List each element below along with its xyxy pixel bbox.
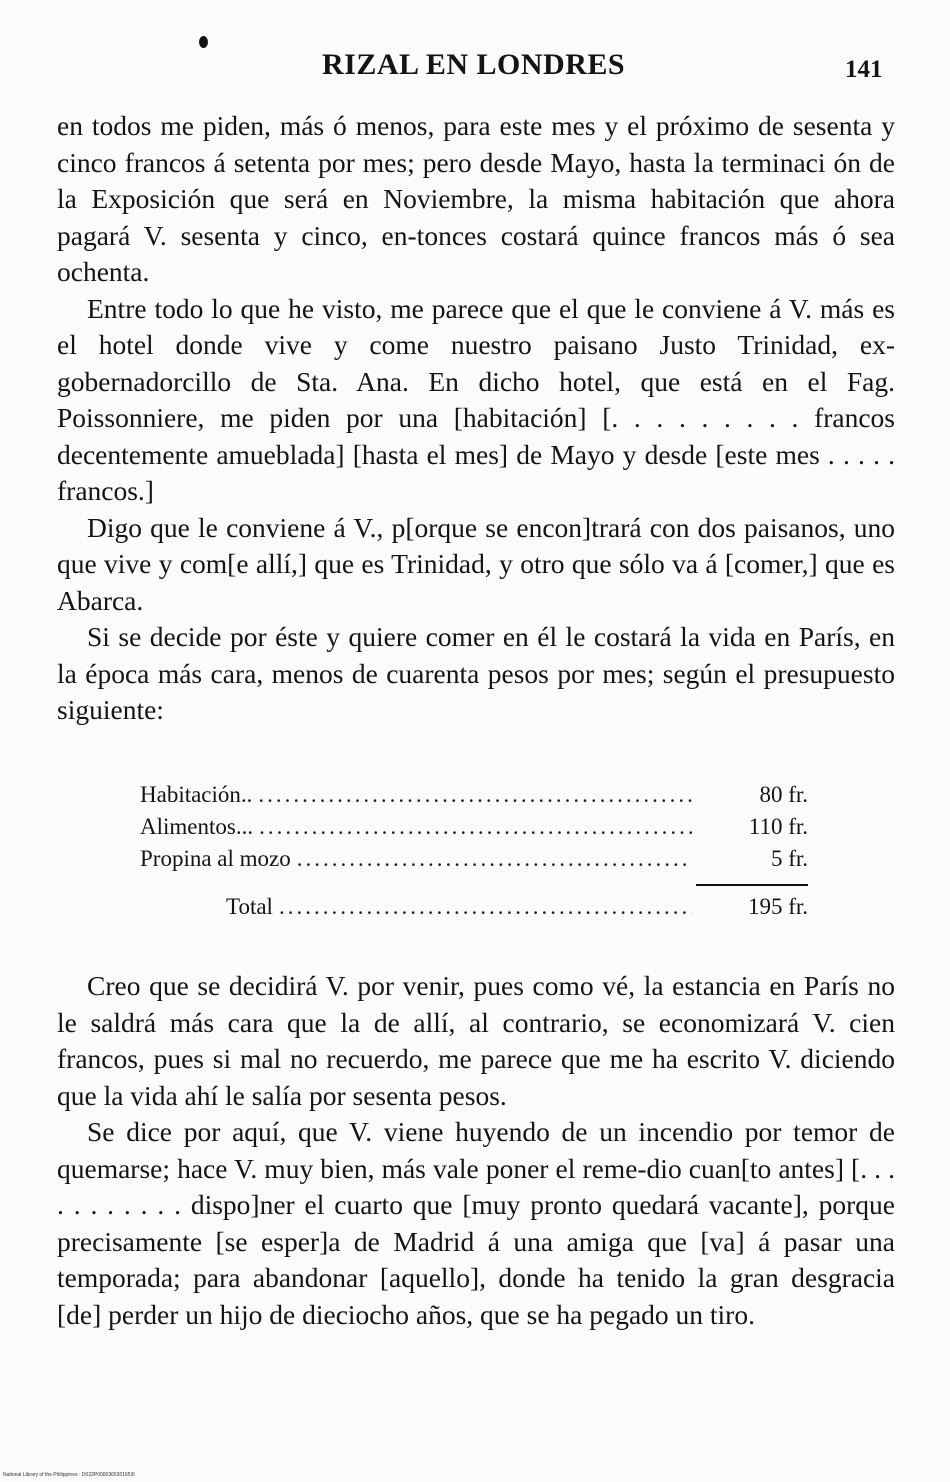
budget-total-row: [140, 894, 808, 926]
leader-dots: [279, 894, 692, 920]
leader-dots: [297, 846, 692, 872]
budget-total-label: Total: [226, 894, 273, 919]
paragraph-hotel: Entre todo lo que he visto, me parece que el que le conviene á V. más es el hotel donde vive y come nuestro paisano Justo Trinidad, ex-gobernadorcillo de Sta. Ana. En dicho hotel, que está en el Fag. Poissonniere, me piden por una [habitación] [. . . . . . . . . francos decentemente amueblada] [hasta el mes] de Mayo y desde [este mes . . . . . francos.]: [57, 292, 895, 506]
budget-amount: 80 fr.: [759, 782, 808, 807]
budget-amount: 5 fr.: [770, 846, 808, 871]
paragraph-economia: Creo que se decidirá V. por venir, pues como vé, la estancia en París no le saldrá más cara que la de allí, al contrario, se economizará V. cien francos, pues si mal no recuerdo, me parece que me ha escrito V. diciendo que la vida ahí le salía por sesenta pesos.: [57, 970, 895, 1111]
paragraph-presupuesto: Si se decide por éste y quiere comer en él le costará la vida en París, en la época más cara, menos de cuarenta pesos por mes; según el presupuesto siguiente:: [57, 621, 895, 725]
budget-label: Propina al mozo: [140, 846, 291, 871]
text-block-after-budget: [57, 968, 895, 1333]
text-block-before-budget: [57, 108, 895, 729]
ink-dot-mark: [199, 36, 208, 48]
leader-dots: [258, 782, 692, 808]
paragraph-continuation: en todos me piden, más ó menos, para este mes y el próximo de sesenta y cinco francos á setenta por mes; pero desde Mayo, hasta la terminaci ón de la Exposición que será en Noviembre, la misma habitación que ahora pagará V. sesenta y cinco, en-tonces costará quince francos más ó sea ochenta.: [57, 110, 895, 287]
sum-rule-row: [140, 878, 808, 894]
budget-label: Alimentos...: [140, 814, 254, 839]
budget-amount: 110 fr.: [748, 814, 808, 839]
budget-row: [140, 814, 808, 846]
budget-row: [140, 846, 808, 878]
sum-rule: [696, 884, 808, 886]
leader-dots: [259, 814, 692, 840]
budget-row: [140, 782, 808, 814]
budget-label: Habitación..: [140, 782, 253, 807]
running-head: RIZAL EN LONDRES: [322, 48, 626, 81]
budget-total-amount: 195 fr.: [747, 894, 808, 919]
scan-footer-note: National Library of the Philippines · D022P0000365301653I: [3, 1472, 135, 1478]
budget-table: [140, 782, 808, 926]
page-number: 141: [845, 56, 883, 83]
paragraph-incendio: Se dice por aquí, que V. viene huyendo de un incendio por temor de quemarse; hace V. muy bien, más vale poner el reme-dio cuan[to antes] [. . . . . . . . . . . dispo]ner el cuarto que [muy pronto quedará vacante], porque precisamente [se esper]a de Madrid á una amiga que [va] á pasar una temporada; para abandonar [aquello], donde ha tenido la gran desgracia [de] perder un hijo de dieciocho años, que se ha pegado un tiro.: [57, 1116, 895, 1330]
paragraph-paisanos: Digo que le conviene á V., p[orque se encon]trará con dos paisanos, uno que vive y com[e allí,] que es Trinidad, y otro que sólo va á [comer,] que es Abarca.: [57, 511, 895, 616]
